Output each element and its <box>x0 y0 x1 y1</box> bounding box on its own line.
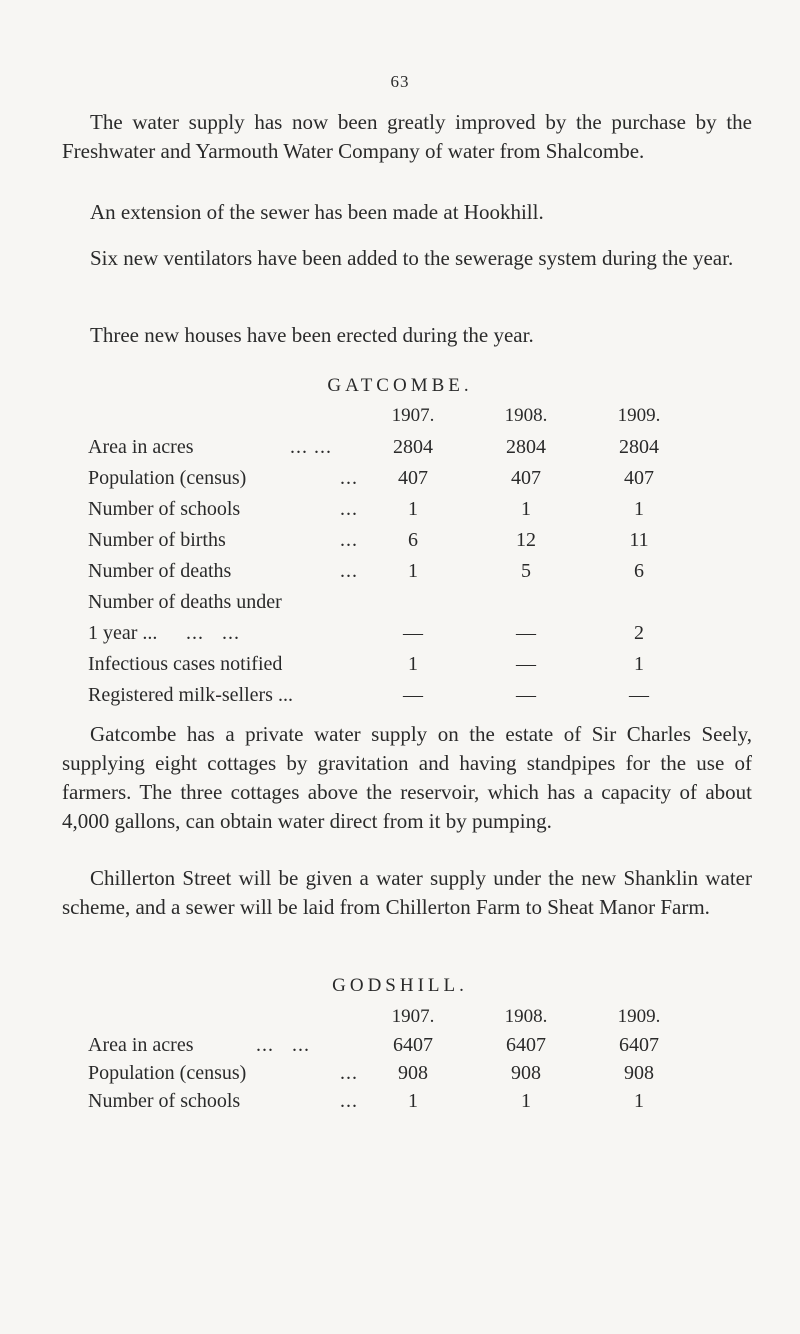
table-row <box>0 622 800 650</box>
paragraph-gatcombe-water: Gatcombe has a private water supply on the estate of Sir Charles Seely, supplying eight cottages by gravitation and having standpipes for the use of farmers. The three cottages above the reservoir, which has a capacity of about 4,000 gallons, can obtain water direct from it by pumping. <box>62 722 752 833</box>
cell-1908: 407 <box>511 467 541 489</box>
cell-1909: 908 <box>624 1062 654 1084</box>
table-row <box>0 1062 800 1090</box>
cell-1907: 2804 <box>393 436 433 458</box>
table-row <box>0 591 800 619</box>
cell-1908: 1 <box>521 1090 531 1112</box>
table-row <box>0 529 800 557</box>
cell-1907: 1 <box>408 1090 418 1112</box>
godshill-heading: GODSHILL. <box>332 975 468 996</box>
row-leader: ... <box>340 1090 358 1112</box>
row-label: Area in acres <box>88 436 194 458</box>
row-label: Number of births <box>88 529 226 551</box>
cell-1909: — <box>629 684 649 706</box>
paragraph-sewer-extension: An extension of the sewer has been made at Hookhill. <box>90 200 544 224</box>
cell-1907: 1 <box>408 653 418 675</box>
table-row <box>0 467 800 495</box>
cell-1908: 1 <box>521 498 531 520</box>
cell-1907: 1 <box>408 560 418 582</box>
page-number: 63 <box>390 72 410 91</box>
year-1907: 1907. <box>391 405 435 426</box>
cell-1908: — <box>516 684 536 706</box>
year-1908: 1908. <box>504 1006 548 1027</box>
paragraph-ventilators: Six new ventilators have been added to the sewerage system during the year. <box>90 246 734 270</box>
row-leader: ... <box>340 467 358 489</box>
cell-1909: 6407 <box>619 1034 659 1056</box>
cell-1907: 1 <box>408 498 418 520</box>
row-label: Population (census) <box>88 1062 247 1084</box>
gatcombe-heading: GATCOMBE. <box>327 375 473 396</box>
row-leader: ... <box>340 529 358 551</box>
row-label: Infectious cases notified <box>88 653 283 675</box>
year-1908: 1908. <box>504 405 548 426</box>
cell-1908: — <box>516 653 536 675</box>
cell-1907: — <box>403 622 423 644</box>
row-label: Number of schools <box>88 498 241 520</box>
cell-1909: 1 <box>634 653 644 675</box>
row-leader: ... <box>340 560 358 582</box>
table-row <box>0 1090 800 1118</box>
table-row <box>0 684 800 712</box>
year-1909: 1909. <box>617 405 661 426</box>
paragraph-new-houses: Three new houses have been erected during the year. <box>90 323 534 347</box>
cell-1909: 1 <box>634 498 644 520</box>
cell-1909: 2 <box>634 622 644 644</box>
cell-1907: 6407 <box>393 1034 433 1056</box>
row-leader: ... ... <box>290 436 332 458</box>
row-label: Area in acres <box>88 1034 194 1056</box>
row-leader: ... <box>340 1062 358 1084</box>
cell-1907: — <box>403 684 423 706</box>
cell-1909: 1 <box>634 1090 644 1112</box>
paragraph-water-supply: The water supply has now been greatly improved by the purchase by the Freshwater and Yarmouth Water Company of water from Shalcombe. <box>62 110 752 163</box>
table-year-header <box>0 1006 800 1034</box>
paragraph-chillerton: Chillerton Street will be given a water supply under the new Shanklin water scheme, and a sewer will be laid from Chillerton Farm to Sheat Manor Farm. <box>62 866 752 919</box>
row-leader: ... <box>340 498 358 520</box>
cell-1909: 6 <box>634 560 644 582</box>
cell-1908: — <box>516 622 536 644</box>
table-row <box>0 560 800 588</box>
table-row <box>0 498 800 526</box>
cell-1908: 5 <box>521 560 531 582</box>
year-1907: 1907. <box>391 1006 435 1027</box>
cell-1908: 2804 <box>506 436 546 458</box>
row-label: Registered milk-sellers ... <box>88 684 293 706</box>
table-row <box>0 653 800 681</box>
row-label: Number of deaths <box>88 560 232 582</box>
row-leader: ... ... <box>256 1034 310 1056</box>
row-label: Number of schools <box>88 1090 241 1112</box>
year-1909: 1909. <box>617 1006 661 1027</box>
cell-1907: 6 <box>408 529 418 551</box>
cell-1909: 407 <box>624 467 654 489</box>
row-label: 1 year ... <box>88 622 158 644</box>
row-label: Population (census) <box>88 467 247 489</box>
cell-1908: 6407 <box>506 1034 546 1056</box>
table-year-header <box>0 405 800 433</box>
cell-1907: 407 <box>398 467 428 489</box>
cell-1908: 12 <box>516 529 536 551</box>
table-row <box>0 1034 800 1062</box>
row-leader: ... ... <box>186 622 240 644</box>
table-row <box>0 436 800 464</box>
cell-1907: 908 <box>398 1062 428 1084</box>
cell-1909: 11 <box>629 529 649 551</box>
row-label: Number of deaths under <box>88 591 282 613</box>
cell-1909: 2804 <box>619 436 659 458</box>
cell-1908: 908 <box>511 1062 541 1084</box>
